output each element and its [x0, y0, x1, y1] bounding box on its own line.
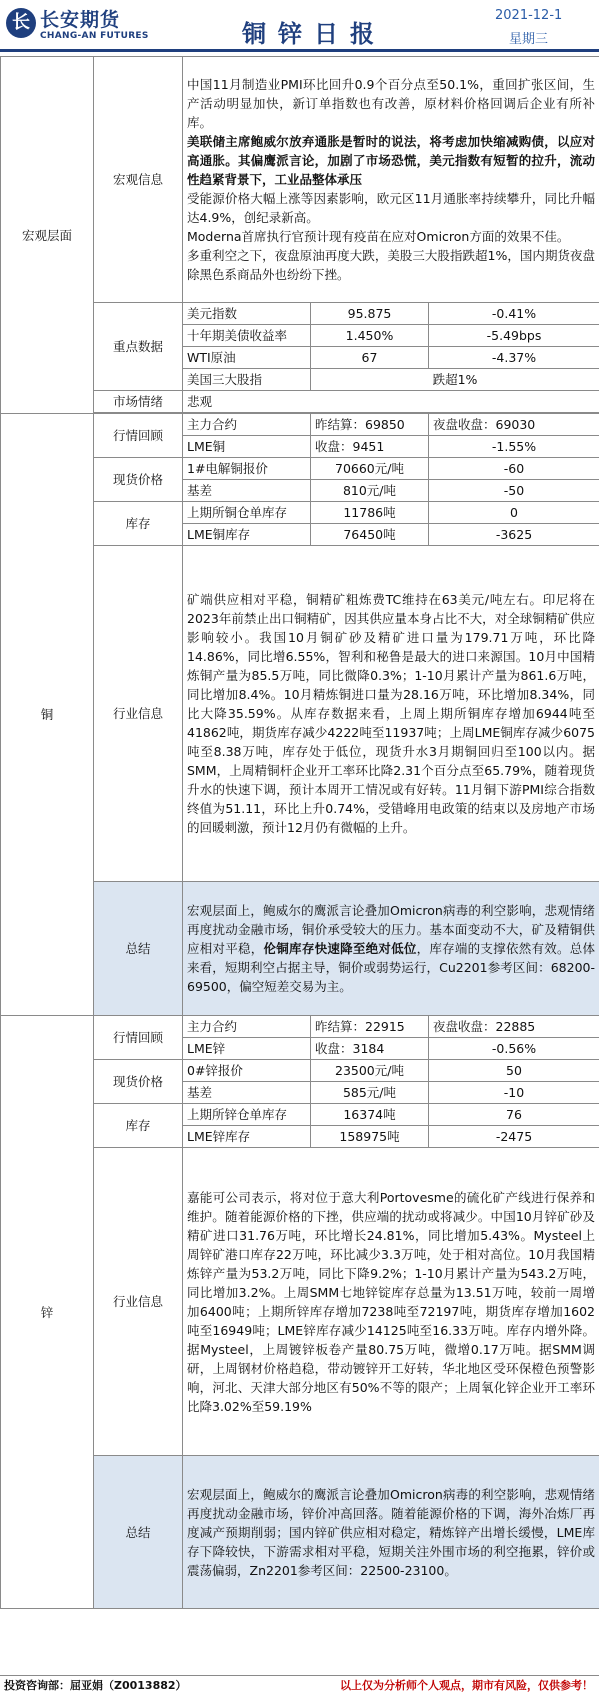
key-data-label: 重点数据: [94, 303, 183, 391]
table-cell: 夜盘收盘：22885: [429, 1016, 599, 1038]
report-table: [0, 56, 599, 1609]
copper-summary-part1: 宏观层面上，鲍威尔的鹰派言论叠加Omicron病毒的利空影响，悲观情绪再度扰动金融市场，铜价承受较大的压力。基本面变动不大，矿及精铜供应相对平稳，: [187, 903, 596, 956]
copper-industry-label: 行业信息: [94, 546, 183, 882]
copper-industry-text: 矿端供应相对平稳，铜精矿粗炼费TC维持在63美元/吨左右。印尼将在2023年前禁止出口铜精矿，因其供应量本身占比不大，对全球铜精矿供应影响较小。我国10月铜矿砂及精矿进口量为179.71万吨，环比降14.86%，同比增6.55%，智利和秘鲁是最大的进口来源国。10月中国精炼铜产量为85.5万吨，同比微降0.3%；1-10月累计产量为861.6万吨，同比增加8.4%。10月精炼铜进口量为28.16万吨，环比增加8.34%，同比大降35.59%。从库存数据来看，上周上期所铜库存增加6944吨至41862吨，期货库存减少4222吨至11937吨；上周LME铜库存减少6075吨至8.38万吨，库存处于低位，现货升水3月期铜回归至100以内。据SMM，上周精铜杆企业开工率环比降2.31个百分点至65.79%，随着现货升水的快速下调，预计本周开工情况或有好转。11月铜下游PMI综合指数终值为51.11，环比上升0.74%，受错峰用电政策的结束以及房地产市场的回暖刺激，预计12月仍有微幅的上升。: [183, 546, 599, 882]
copper-stock-label: 库存: [94, 502, 183, 546]
key-data-name: 美国三大股指: [183, 369, 311, 391]
table-cell: 11786吨: [311, 502, 429, 524]
key-data-change: -4.37%: [429, 347, 599, 369]
table-cell: 0: [429, 502, 599, 524]
company-logo-icon: 长: [6, 8, 36, 38]
table-cell: -3625: [429, 524, 599, 546]
copper-summary-bold: 伦铜库存快速降至绝对低位: [263, 941, 417, 956]
table-cell: 0#锌报价: [183, 1060, 311, 1082]
macro-info-label: 宏观信息: [94, 57, 183, 303]
report-header: [0, 0, 599, 52]
macro-info-row: [1, 57, 599, 303]
macro-info-p1: 中国11月制造业PMI环比回升0.9个百分点至50.1%，重回扩张区间，生产活动明显加快，新订单指数也有改善，原材料价格回调后企业有所补库。: [187, 77, 596, 130]
table-cell: 16374吨: [311, 1104, 429, 1126]
section-copper: 铜: [1, 414, 94, 1016]
analyst-info: 投资咨询部：屈亚娟（Z0013882）: [4, 1679, 187, 1692]
table-cell: 810元/吨: [311, 480, 429, 502]
copper-spot-label: 现货价格: [94, 458, 183, 502]
table-cell: LME铜库存: [183, 524, 311, 546]
table-cell: 76450吨: [311, 524, 429, 546]
table-cell: 基差: [183, 1082, 311, 1104]
key-data-value: 跌超1%: [311, 369, 599, 391]
zinc-summary-label: 总结: [94, 1456, 183, 1609]
zinc-industry-text: 嘉能可公司表示，将对位于意大利Portovesme的硫化矿产线进行保养和维护。随着能源价格的下挫，供应端的扰动或将减少。中国10月锌矿砂及精矿进口31.76万吨，环比增长24.81%，同比增加5.43%。Mysteel上周锌矿港口库存22万吨，环比减少3.3万吨，处于相对高位。10月我国精炼锌产量为53.2万吨，同比下降9.2%；1-10月累计产量为543.2万吨，同比增加3.2%。上周SMM七地锌锭库存总量为13.51万吨，较前一周增加6400吨；上期所锌库存增加7238吨至72197吨，期货库存增加1602吨至16949吨；LME锌库存减少14125吨至16.33万吨。库存内增外降。据Mysteel，上周镀锌板卷产量80.75万吨，微增0.17万吨。据SMM调研，上周钢材价格趋稳，带动镀锌开工好转，华北地区受环保橙色预警影响，河北、天津大部分地区有50%不等的限产；上周氧化锌企业开工率环比降3.02%至59.19%: [183, 1148, 599, 1456]
sentiment-label: 市场情绪: [94, 391, 183, 413]
zinc-industry-label: 行业信息: [94, 1148, 183, 1456]
table-cell: 50: [429, 1060, 599, 1082]
table-cell: 1#电解铜报价: [183, 458, 311, 480]
zinc-quote-label: 行情回顾: [94, 1016, 183, 1060]
table-cell: 上期所锌仓单库存: [183, 1104, 311, 1126]
table-cell: 23500元/吨: [311, 1060, 429, 1082]
zinc-spot-label: 现货价格: [94, 1060, 183, 1104]
copper-quote-label: 行情回顾: [94, 414, 183, 458]
key-data-name: 美元指数: [183, 303, 311, 325]
table-cell: LME锌库存: [183, 1126, 311, 1148]
table-cell: 基差: [183, 480, 311, 502]
key-data-change: -5.49bps: [429, 325, 599, 347]
key-data-name: 十年期美债收益率: [183, 325, 311, 347]
table-cell: 昨结算：22915: [311, 1016, 429, 1038]
table-cell: -1.55%: [429, 436, 599, 458]
table-cell: 主力合约: [183, 414, 311, 436]
macro-info-p3: 受能源价格大幅上涨等因素影响，欧元区11月通胀率持续攀升，同比升幅达4.9%，创纪录新高。: [187, 191, 596, 225]
report-title: 铜锌日报: [242, 20, 386, 48]
zinc-summary-text: 宏观层面上，鲍威尔的鹰派言论叠加Omicron病毒的利空影响，悲观情绪再度扰动金融市场，锌价冲高回落。随着能源价格的下调，海外冶炼厂再度减产预期削弱；国内锌矿供应相对稳定，精炼锌产出增长缓慢，LME库存下降较快，下游需求相对平稳，短期关注外围市场的利空拖累，锌价或震荡偏弱，Zn2201参考区间：22500-23100。: [183, 1456, 599, 1609]
table-cell: 76: [429, 1104, 599, 1126]
key-data-name: WTI原油: [183, 347, 311, 369]
section-zinc: 锌: [1, 1016, 94, 1609]
section-macro: 宏观层面: [1, 57, 94, 414]
copper-summary-label: 总结: [94, 882, 183, 1016]
report-date: 2021-12-1: [495, 8, 563, 23]
table-cell: -0.56%: [429, 1038, 599, 1060]
zinc-quote-row: [1, 1016, 599, 1038]
table-cell: 158975吨: [311, 1126, 429, 1148]
table-cell: 收盘：3184: [311, 1038, 429, 1060]
copper-summary-part2: ，库存端的支撑依然有效。总体来看，短期利空占据主导，铜价或弱势运行，Cu2201参考区间：68200-69500，偏空短差交易为主。: [187, 941, 596, 994]
key-data-value: 1.450%: [311, 325, 429, 347]
table-cell: LME铜: [183, 436, 311, 458]
table-cell: -60: [429, 458, 599, 480]
table-cell: -10: [429, 1082, 599, 1104]
table-cell: -2475: [429, 1126, 599, 1148]
macro-info-p4: Moderna首席执行官预计现有疫苗在应对Omicron方面的效果不佳。: [187, 229, 570, 244]
report-weekday: 星期三: [509, 32, 549, 47]
key-data-change: -0.41%: [429, 303, 599, 325]
key-data-value: 67: [311, 347, 429, 369]
table-cell: 70660元/吨: [311, 458, 429, 480]
table-cell: 夜盘收盘：69030: [429, 414, 599, 436]
company-name: 长安期货: [40, 9, 121, 31]
zinc-stock-label: 库存: [94, 1104, 183, 1148]
macro-info-p2: 美联储主席鲍威尔放弃通胀是暂时的说法，将考虑加快缩减购债，以应对高通胀。其偏鹰派言论，加剧了市场恐慌，美元指数有短暂的拉升，流动性趋紧背景下，工业品整体承压: [187, 134, 596, 187]
table-cell: 上期所铜仓单库存: [183, 502, 311, 524]
key-data-value: 95.875: [311, 303, 429, 325]
table-cell: LME锌: [183, 1038, 311, 1060]
sentiment-value: 悲观: [183, 391, 599, 413]
company-name-en: CHANG-AN FUTURES: [40, 31, 149, 41]
table-cell: -50: [429, 480, 599, 502]
table-cell: 昨结算：69850: [311, 414, 429, 436]
table-cell: 主力合约: [183, 1016, 311, 1038]
macro-info-p5: 多重利空之下，夜盘原油再度大跌，美股三大股指跌超1%，国内期货夜盘除黑色系商品外也纷纷下挫。: [187, 248, 596, 282]
risk-disclaimer: 以上仅为分析师个人观点，期市有风险，仅供参考！: [340, 1679, 593, 1692]
copper-summary-text: [183, 882, 599, 1016]
report-footer: [0, 1675, 599, 1696]
macro-info-text: [183, 57, 599, 303]
copper-quote-row: [1, 414, 599, 436]
table-cell: 585元/吨: [311, 1082, 429, 1104]
table-cell: 收盘：9451: [311, 436, 429, 458]
